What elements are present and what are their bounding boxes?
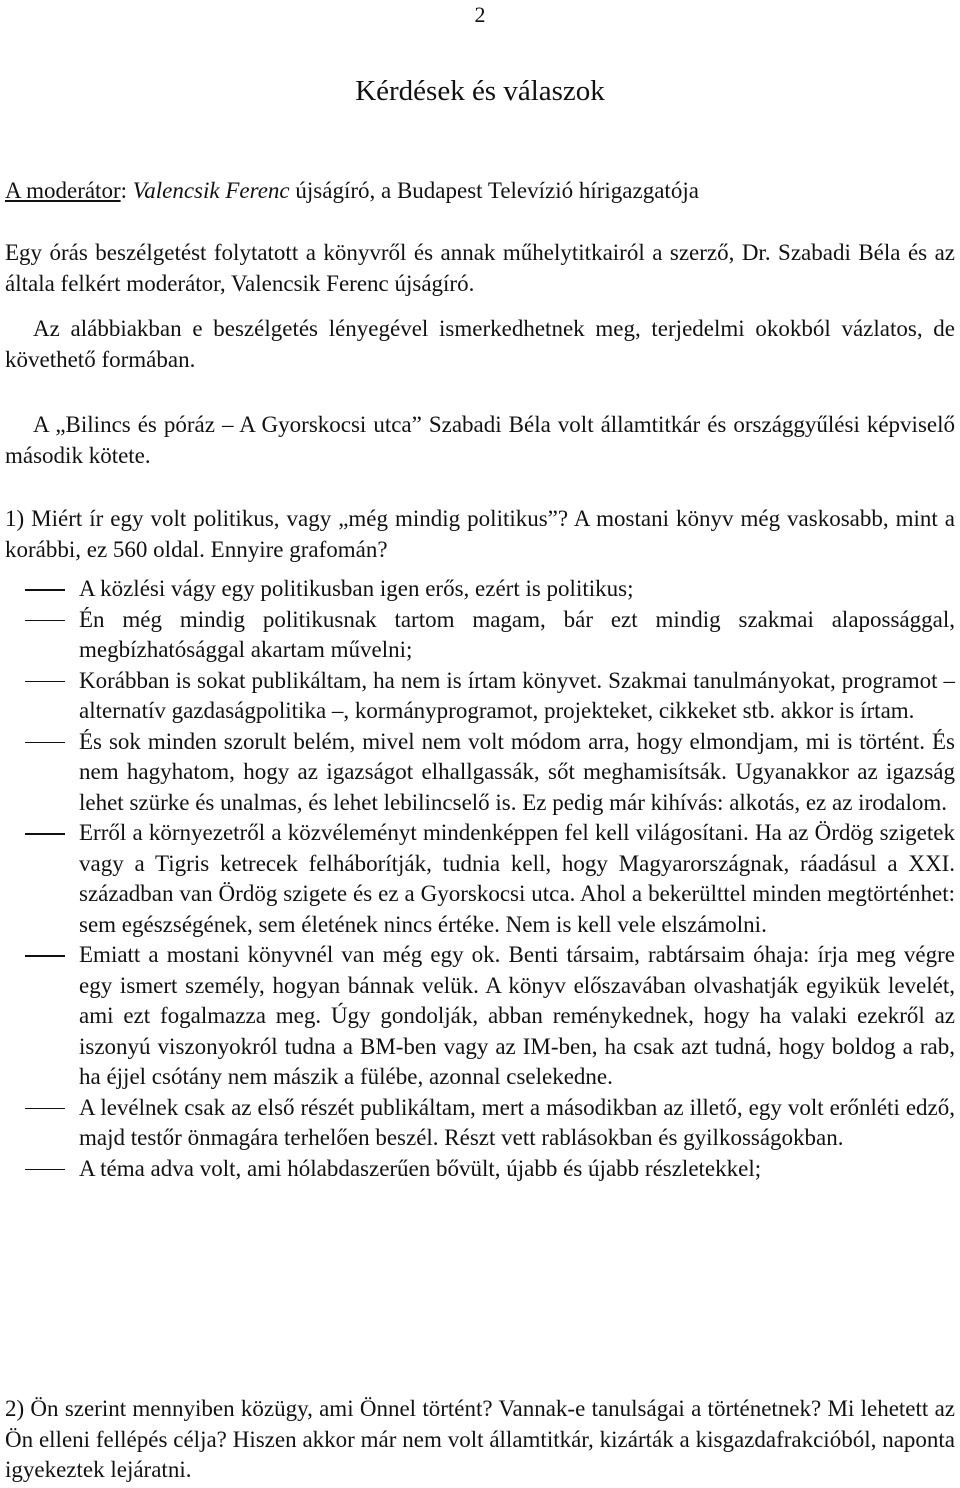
- moderator-colon: :: [120, 178, 127, 203]
- answer-item: [5, 1154, 955, 1185]
- intro-paragraph-1: Egy órás beszélgetést folytatott a könyvről és annak műhelytitkairól a szerző, Dr. Szabadi Béla és az általa felkért moderátor, Valencsik Ferenc újságíró.: [5, 240, 955, 296]
- intro-paragraph-3: A „Bilincs és póráz – A Gyorskocsi utca” Szabadi Béla volt államtitkár és országgyűlési képviselő második kötete.: [5, 412, 955, 468]
- dash-bullet: [25, 1108, 65, 1110]
- moderator-description: újságíró, a Budapest Televízió hírigazgatója: [289, 178, 699, 203]
- intro-paragraph-2: Az alábbiakban e beszélgetés lényegével ismerkedhetnek meg, terjedelmi okokból vázlatos, de követhető formában.: [5, 316, 955, 372]
- answer-text: A közlési vágy egy politikusban igen erős, ezért is politikus;: [79, 576, 634, 601]
- answer-item: [5, 818, 955, 940]
- dash-bullet: [25, 620, 65, 622]
- page-title: Kérdések és válaszok: [355, 75, 605, 107]
- question-2: 2) Ön szerint mennyiben közügy, ami Önnel történt? Vannak-e tanulságai a történetnek? Mi lehetett az Ön elleni fellépés célja? Hiszen akkor már nem volt államtitkár, kizárták a kisgazdafrakcióból, naponta igyekeztek lejáratni.: [5, 1396, 955, 1482]
- dash-bullet: [25, 681, 65, 683]
- moderator-name: Valencsik Ferenc: [132, 178, 290, 203]
- answer-text: És sok minden szorult belém, mivel nem volt módom arra, hogy elmondjam, mi is történt. És nem hagyhatom, hogy az igazságot elhallgassák, sőt meghamisítsák. Ugyanakkor az igazság lehet szürke és unalmas, és lehet lebilincselő is. Ez pedig már kihívás: alkotás, ez az irodalom.: [79, 728, 955, 815]
- moderator-line: [5, 176, 955, 207]
- dash-bullet: [25, 1169, 65, 1171]
- answer-text: Erről a környezetről a közvéleményt mindenképpen fel kell világosítani. Ha az Ördög szigetek vagy a Tigris ketrecek felháborítják, tudnia kell, hogy Magyarországnak, ráadásul a XXI. században van Ördög szigete és ez a Gyorskocsi utca. Ahol a bekerülttel minden megtörténhet: sem egészségének, sem életének nincs értéke. Nem is kell vele elszámolni.: [79, 820, 955, 937]
- answer-list: [5, 574, 955, 1184]
- answer-item: [5, 727, 955, 819]
- answer-item: [5, 940, 955, 1093]
- dash-bullet: [25, 833, 65, 835]
- answer-item: [5, 666, 955, 727]
- answer-item: [5, 1093, 955, 1154]
- answer-text: Én még mindig politikusnak tartom magam, bár ezt mindig szakmai alapossággal, megbízhatósággal akartam művelni;: [79, 606, 955, 662]
- moderator-label: A moderátor: [5, 178, 121, 203]
- answer-text: Korábban is sokat publikáltam, ha nem is írtam könyvet. Szakmai tanulmányokat, programot – alternatív gazdaságpolitika –, kormányprogramot, projekteket, cikkeket stb. akkor is írtam.: [79, 667, 955, 723]
- question-1: 1) Miért ír egy volt politikus, vagy „még mindig politikus”? A mostani könyv még vaskosabb, mint a korábbi, ez 560 oldal. Ennyire grafomán?: [5, 506, 955, 562]
- answer-text: A téma adva volt, ami hólabdaszerűen bővült, újabb és újabb részletekkel;: [79, 1155, 762, 1181]
- dash-bullet: [25, 742, 65, 744]
- dash-bullet: [25, 955, 65, 957]
- answer-text: Emiatt a mostani könyvnél van még egy ok. Benti társaim, rabtársaim óhaja: írja meg végre egy ismert személy, hogyan bánnak velük. A könyv előszavában olvashatják egyikük levelét, ami ezt fogalmazza meg. Úgy gondolják, abban reménykednek, hogy ha valaki ezekről az iszonyú viszonyokról tudna a BM-ben vagy az IM-ben, ha csak azt tudná, hogy boldog a rab, ha éjjel csótány nem mászik a fülébe, azonnal cselekedne.: [79, 942, 955, 1089]
- dash-bullet: [25, 589, 65, 591]
- answer-item: [5, 605, 955, 666]
- answer-item: [5, 574, 955, 605]
- answer-text: A levélnek csak az első részét publikáltam, mert a másodikban az illető, egy volt erőnléti edző, majd testőr önmagára terhelően beszél. Részt vett rablásokban és gyilkosságokban.: [79, 1094, 955, 1150]
- page-number: 2: [474, 2, 486, 27]
